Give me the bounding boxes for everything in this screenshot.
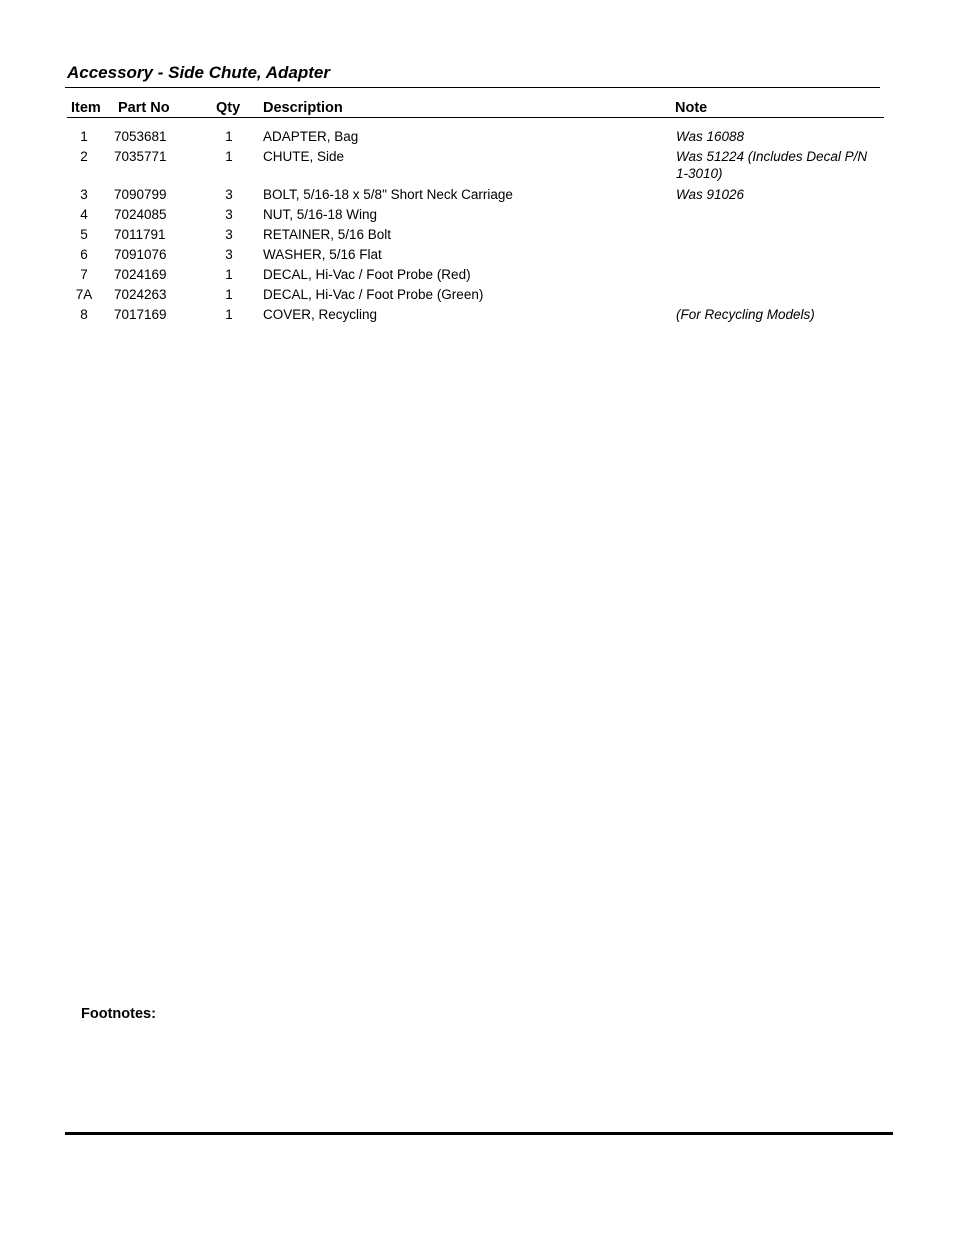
cell-part-no: 7090799 bbox=[114, 187, 167, 202]
footer-divider bbox=[65, 1132, 893, 1135]
header-description: Description bbox=[263, 100, 343, 116]
cell-description: DECAL, Hi-Vac / Foot Probe (Green) bbox=[263, 287, 484, 302]
cell-part-no: 7017169 bbox=[114, 307, 167, 322]
cell-description: BOLT, 5/16-18 x 5/8" Short Neck Carriage bbox=[263, 187, 513, 202]
cell-part-no: 7011791 bbox=[114, 227, 166, 242]
table-row bbox=[0, 148, 954, 181]
cell-qty: 1 bbox=[225, 307, 233, 322]
cell-qty: 1 bbox=[225, 129, 233, 144]
cell-description: ADAPTER, Bag bbox=[263, 129, 359, 144]
cell-part-no: 7053681 bbox=[114, 129, 167, 144]
cell-qty: 1 bbox=[225, 267, 233, 282]
table-row bbox=[0, 306, 954, 326]
cell-item: 6 bbox=[80, 247, 88, 262]
table-row bbox=[0, 246, 954, 266]
cell-description: WASHER, 5/16 Flat bbox=[263, 247, 382, 262]
cell-item: 7A bbox=[75, 287, 93, 302]
cell-part-no: 7091076 bbox=[114, 247, 167, 262]
cell-part-no: 7024169 bbox=[114, 267, 167, 282]
cell-description: COVER, Recycling bbox=[263, 307, 378, 322]
cell-part-no: 7024263 bbox=[114, 287, 167, 302]
page-title: Accessory - Side Chute, Adapter bbox=[67, 63, 330, 82]
footnotes-label: Footnotes: bbox=[81, 1006, 156, 1022]
header-item: Item bbox=[71, 100, 101, 116]
table-row bbox=[0, 266, 954, 286]
cell-item: 1 bbox=[80, 129, 88, 144]
cell-item: 8 bbox=[80, 307, 88, 322]
cell-note: Was 91026 bbox=[676, 187, 745, 202]
cell-qty: 3 bbox=[225, 207, 233, 222]
header-note: Note bbox=[675, 100, 708, 116]
cell-description: RETAINER, 5/16 Bolt bbox=[263, 227, 392, 242]
cell-qty: 1 bbox=[225, 287, 233, 302]
table-row bbox=[0, 226, 954, 246]
cell-qty: 3 bbox=[225, 247, 233, 262]
cell-note: Was 51224 (Includes Decal P/N 1-3010) bbox=[676, 149, 868, 181]
table-row bbox=[0, 286, 954, 306]
header-divider bbox=[67, 117, 884, 118]
cell-note: Was 16088 bbox=[676, 129, 745, 144]
cell-qty: 1 bbox=[225, 149, 233, 164]
cell-description: NUT, 5/16-18 Wing bbox=[263, 207, 378, 222]
cell-item: 3 bbox=[80, 187, 88, 202]
table-row bbox=[0, 186, 954, 206]
header-qty: Qty bbox=[216, 100, 241, 116]
cell-item: 5 bbox=[80, 227, 88, 242]
cell-description: DECAL, Hi-Vac / Foot Probe (Red) bbox=[263, 267, 471, 282]
cell-qty: 3 bbox=[225, 227, 233, 242]
cell-note: (For Recycling Models) bbox=[676, 307, 815, 322]
cell-part-no: 7024085 bbox=[114, 207, 167, 222]
cell-part-no: 7035771 bbox=[114, 149, 167, 164]
cell-item: 4 bbox=[80, 207, 88, 222]
header-part-no: Part No bbox=[118, 100, 170, 116]
cell-qty: 3 bbox=[225, 187, 233, 202]
cell-item: 7 bbox=[80, 267, 88, 282]
table-row bbox=[0, 128, 954, 148]
table-row bbox=[0, 206, 954, 226]
cell-item: 2 bbox=[80, 149, 88, 164]
cell-description: CHUTE, Side bbox=[263, 149, 345, 164]
title-divider bbox=[65, 87, 880, 88]
